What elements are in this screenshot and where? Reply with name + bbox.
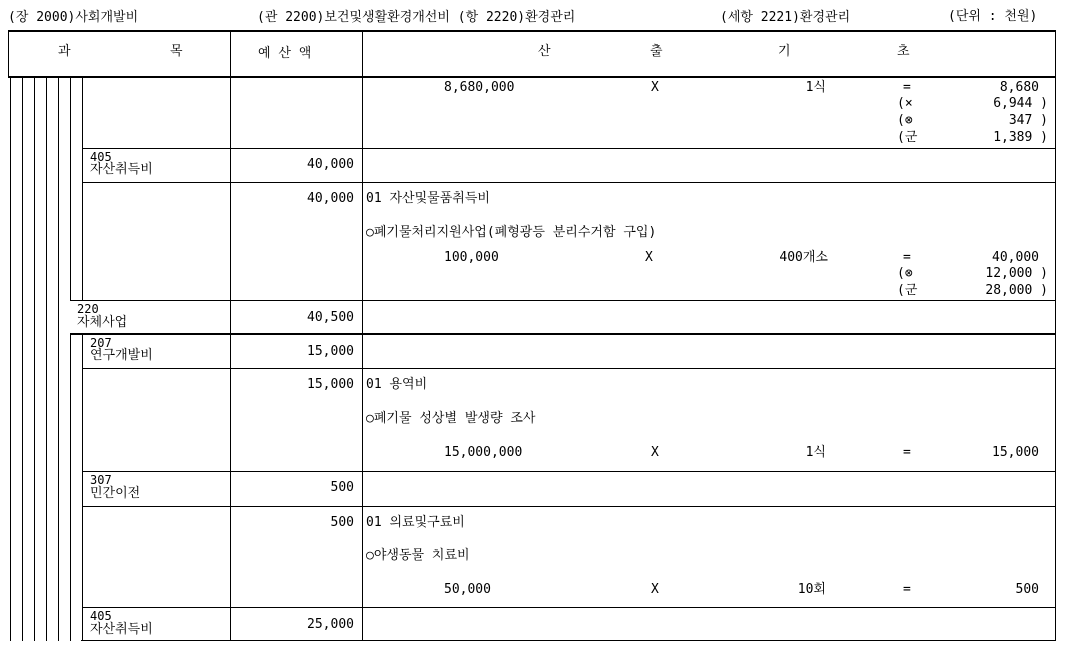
- calc-quantity: 1식: [805, 80, 826, 95]
- col-gwamok-1: 과: [58, 44, 71, 59]
- calc-total: 15,000: [992, 445, 1039, 460]
- item-budget: 25,000: [307, 617, 354, 632]
- split-value: 6,944 ): [993, 96, 1048, 111]
- split-label: (⊗: [897, 266, 913, 281]
- item-budget: 15,000: [307, 377, 354, 392]
- calc-amount: 8,680,000: [444, 80, 515, 95]
- split-label: (⊗: [897, 113, 913, 128]
- calc-quantity: 400개소: [779, 250, 828, 265]
- col-calc-1: 산: [538, 44, 551, 59]
- item-budget: 40,000: [307, 191, 354, 206]
- item-name: 자산취득비: [90, 622, 153, 637]
- calc-amount: 100,000: [444, 250, 499, 265]
- item-code: 307: [90, 473, 112, 487]
- item-code: 405: [90, 150, 112, 164]
- col-calc-2: 출: [650, 44, 663, 59]
- split-label: (군: [897, 130, 918, 145]
- item-subtitle: 01 의료및구료비: [366, 515, 465, 530]
- calc-multiply: X: [651, 445, 659, 460]
- col-gwamok-2: 목: [170, 44, 183, 59]
- split-value: 28,000 ): [985, 283, 1048, 298]
- item-budget: 500: [330, 515, 354, 530]
- calc-equals: =: [903, 80, 911, 95]
- item-budget: 15,000: [307, 344, 354, 359]
- calc-multiply: X: [651, 80, 659, 95]
- calc-amount: 50,000: [444, 582, 491, 597]
- item-subtitle: 01 자산및물품취득비: [366, 191, 490, 206]
- calc-equals: =: [903, 582, 911, 597]
- split-value: 347 ): [1008, 113, 1048, 128]
- col-calc-3: 기: [778, 44, 791, 59]
- item-description: ○폐기물 성상별 발생량 조사: [366, 411, 536, 426]
- item-code: 220: [77, 302, 99, 316]
- item-budget: 40,000: [307, 157, 354, 172]
- col-budget: 예 산 액: [258, 46, 312, 61]
- calc-total: 8,680: [999, 80, 1039, 95]
- item-name: 민간이전: [90, 486, 141, 501]
- sehang-label: (세항 2221)환경관리: [720, 10, 851, 25]
- item-description: ○야생동물 치료비: [366, 548, 470, 563]
- item-name: 연구개발비: [90, 348, 153, 363]
- split-value: 1,389 ): [993, 130, 1048, 145]
- split-value: 12,000 ): [985, 266, 1048, 281]
- item-name: 자체사업: [77, 315, 128, 330]
- item-budget: 40,500: [307, 310, 354, 325]
- col-calc-4: 초: [897, 44, 910, 59]
- gwan-hang-label: (관 2200)보건및생활환경개선비 (항 2220)환경관리: [257, 10, 576, 25]
- unit-label: (단위 : 천원): [948, 9, 1038, 24]
- item-code: 207: [90, 336, 112, 350]
- calc-amount: 15,000,000: [444, 445, 523, 460]
- item-description: ○폐기물처리지원사업(폐형광등 분리수거함 구입): [366, 225, 657, 240]
- calc-total: 500: [1015, 582, 1039, 597]
- calc-multiply: X: [645, 250, 653, 265]
- calc-quantity: 10회: [797, 582, 826, 597]
- item-name: 자산취득비: [90, 162, 153, 177]
- item-subtitle: 01 용역비: [366, 377, 428, 392]
- calc-multiply: X: [651, 582, 659, 597]
- calc-equals: =: [903, 445, 911, 460]
- split-label: (×: [897, 96, 913, 111]
- item-code: 405: [90, 609, 112, 623]
- calc-quantity: 1식: [805, 445, 826, 460]
- jang-label: (장 2000)사회개발비: [8, 10, 139, 25]
- calc-total: 40,000: [992, 250, 1039, 265]
- item-budget: 500: [330, 480, 354, 495]
- split-label: (군: [897, 283, 918, 298]
- calc-equals: =: [903, 250, 911, 265]
